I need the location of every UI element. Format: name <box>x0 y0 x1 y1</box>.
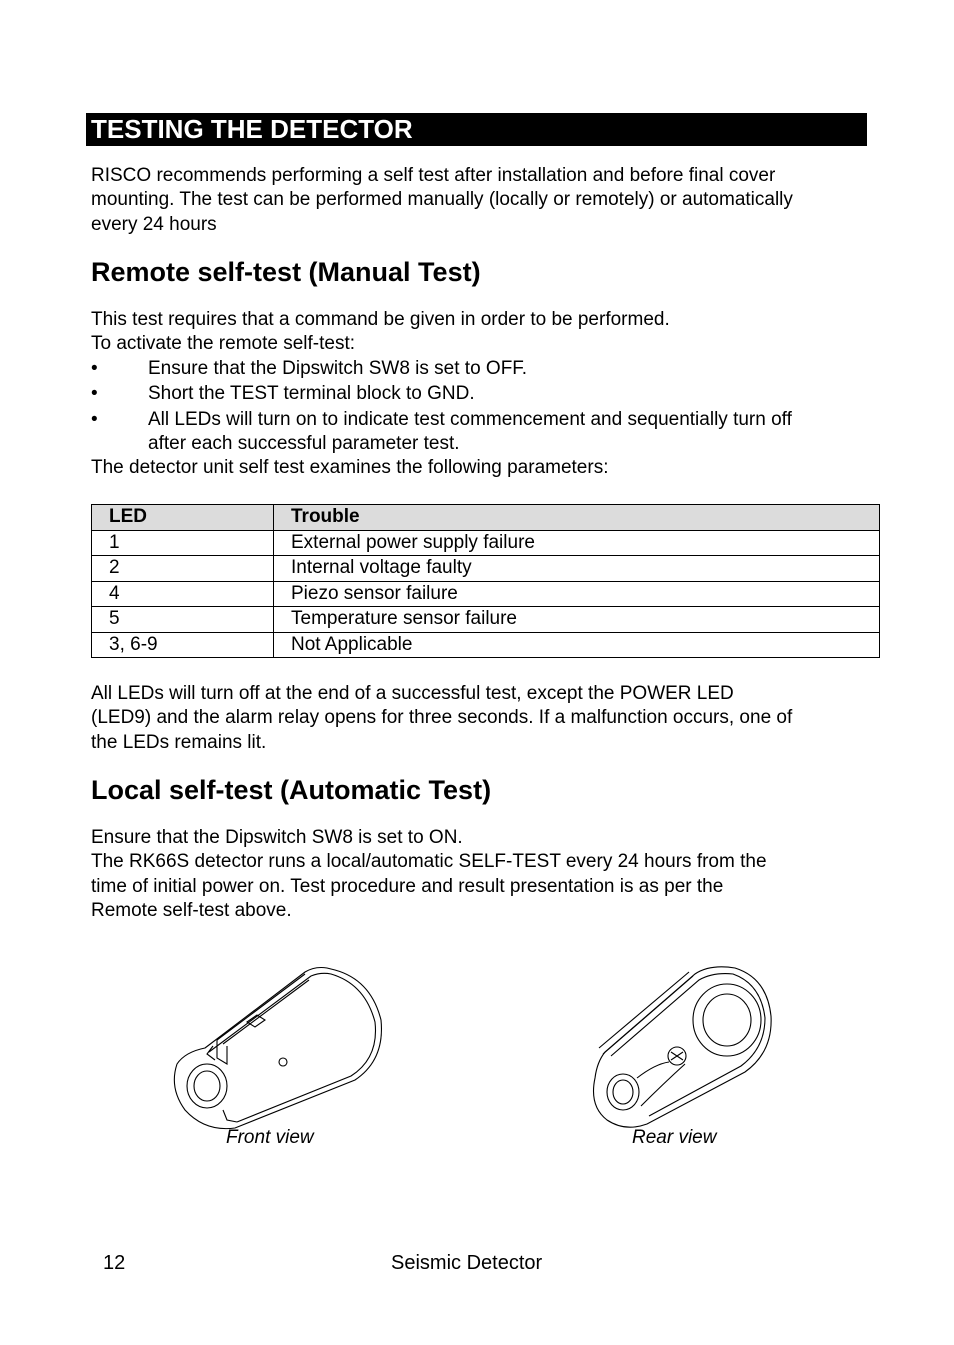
table-cell-trouble: Piezo sensor failure <box>274 581 880 607</box>
rear-view-caption: Rear view <box>632 1127 717 1148</box>
table-row <box>92 556 880 582</box>
after-table-paragraph <box>91 682 891 755</box>
table-cell-trouble: External power supply failure <box>274 530 880 556</box>
section-title: TESTING THE DETECTOR <box>91 114 413 144</box>
table-cell-trouble: Internal voltage faulty <box>274 556 880 582</box>
intro-paragraph <box>91 164 891 237</box>
intro-line: RISCO recommends performing a self test after installation and before final cover <box>91 165 776 186</box>
table-cell-led: 2 <box>92 556 274 582</box>
paragraph-line: time of initial power on. Test procedure and result presentation is as per the <box>91 875 724 897</box>
bullet-item <box>0 408 954 434</box>
table-row <box>92 530 880 556</box>
table-header-led: LED <box>92 505 274 531</box>
rear-view-illustration <box>585 960 785 1132</box>
local-heading: Local self-test (Automatic Test) <box>91 775 492 805</box>
paragraph-line: (LED9) and the alarm relay opens for three seconds. If a malfunction occurs, one of <box>91 707 793 729</box>
intro-line: every 24 hours <box>91 213 217 235</box>
remote-line-1: This test requires that a command be given in order to be performed. <box>91 309 670 330</box>
page-number: 12 <box>103 1252 126 1274</box>
table-cell-trouble: Not Applicable <box>274 632 880 658</box>
local-paragraph <box>91 826 891 923</box>
table-row <box>92 607 880 633</box>
paragraph-line: Remote self-test above. <box>91 899 292 921</box>
table-cell-trouble: Temperature sensor failure <box>274 607 880 633</box>
table-header-row <box>92 505 880 531</box>
table-cell-led: 4 <box>92 581 274 607</box>
paragraph-line: Ensure that the Dipswitch SW8 is set to ON. <box>91 827 463 848</box>
bullet-item <box>0 382 954 408</box>
bullet-text: after each successful parameter test. <box>148 433 460 454</box>
table-header-trouble: Trouble <box>274 505 880 531</box>
paragraph-line: The RK66S detector runs a local/automatic SELF-TEST every 24 hours from the <box>91 851 767 873</box>
front-view-caption: Front view <box>226 1127 314 1148</box>
led-trouble-table <box>91 504 880 658</box>
bullet-dot: • <box>91 409 98 430</box>
bullet-item <box>0 357 954 383</box>
bullet-text: Short the TEST terminal block to GND. <box>148 383 475 404</box>
table-row <box>92 581 880 607</box>
bullet-dot: • <box>91 383 98 404</box>
table-row <box>92 632 880 658</box>
paragraph-line: the LEDs remains lit. <box>91 731 267 753</box>
remote-heading: Remote self-test (Manual Test) <box>91 257 481 287</box>
front-view-illustration <box>165 960 395 1130</box>
bullet-dot: • <box>91 358 98 379</box>
table-cell-led: 5 <box>92 607 274 633</box>
remote-after: The detector unit self test examines the following parameters: <box>91 457 609 478</box>
paragraph-line: All LEDs will turn off at the end of a successful test, except the POWER LED <box>91 683 734 704</box>
footer-title: Seismic Detector <box>391 1252 543 1274</box>
bullet-continuation <box>0 432 954 458</box>
bullet-text: Ensure that the Dipswitch SW8 is set to OFF. <box>148 358 528 379</box>
bullet-text: All LEDs will turn on to indicate test commencement and sequentially turn off <box>148 409 792 430</box>
table-cell-led: 3, 6-9 <box>92 632 274 658</box>
table-cell-led: 1 <box>92 530 274 556</box>
remote-line-2: To activate the remote self-test: <box>91 333 356 354</box>
section-banner <box>86 113 867 146</box>
intro-line: mounting. The test can be performed manually (locally or remotely) or automatically <box>91 189 793 211</box>
